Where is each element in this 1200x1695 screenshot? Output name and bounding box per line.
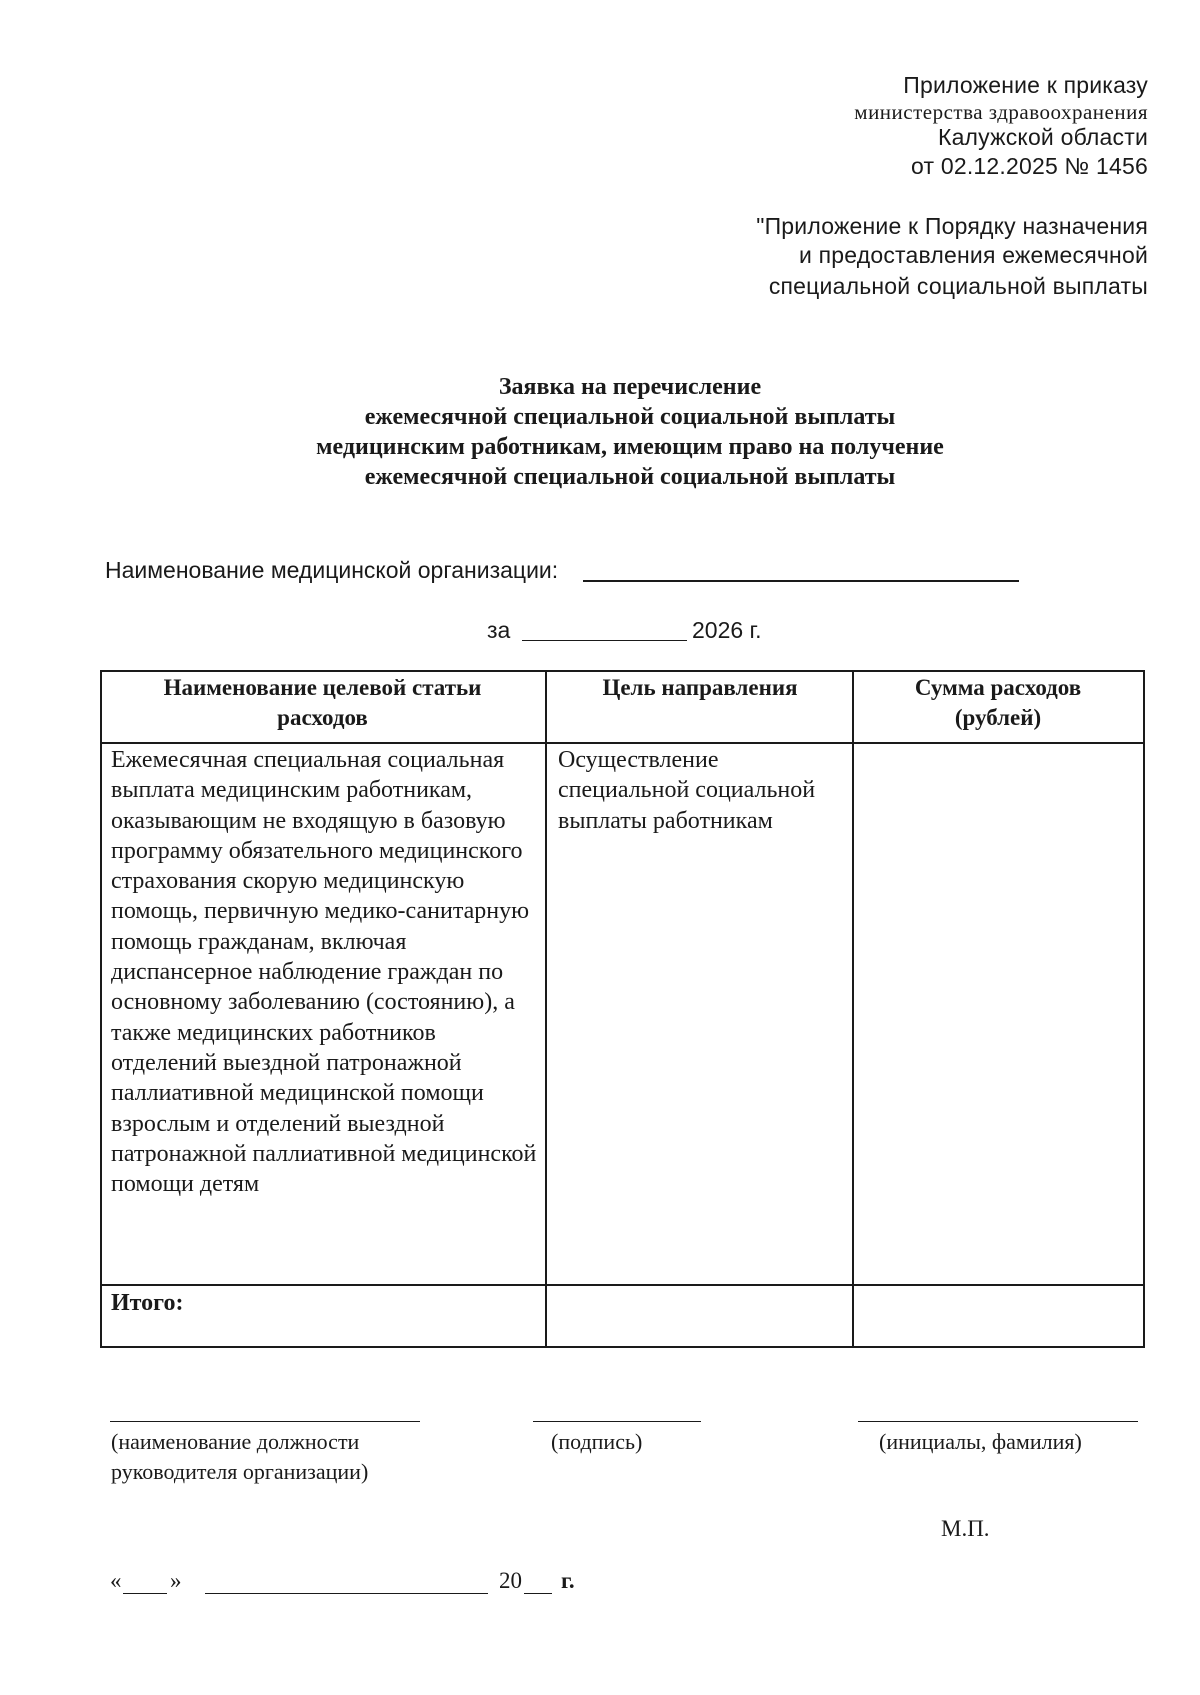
cell-amount[interactable] [862,745,1138,1275]
date-year-suffix: г. [561,1568,575,1593]
date-close-quote: » [170,1568,182,1593]
period-prefix: за [487,617,511,643]
date-day-field[interactable] [123,1593,167,1594]
position-caption: (наименование должности руководителя организации) [111,1429,369,1484]
org-name-label: Наименование медицинской организации: [105,557,559,583]
appendix-line-1: "Приложение к Порядку назначения [756,213,1148,239]
title-line-1: Заявка на перечисление [498,374,762,400]
total-purpose-cell [548,1287,850,1345]
table-border-bottom [100,1346,1145,1348]
table-border-right [1143,670,1145,1348]
order-line-2: министерства здравоохранения [854,100,1148,124]
header-article: Наименование целевой статьи расходов [163,675,482,730]
total-amount-cell[interactable] [855,1287,1141,1345]
title-line-4: ежемесячной специальной социальной выплаты [364,464,896,490]
period-year: 2026 г. [692,617,762,643]
date-year-field[interactable] [524,1593,552,1594]
period-month-field[interactable] [522,640,687,641]
table-border-left [100,670,102,1348]
name-field[interactable] [858,1421,1138,1422]
date-month-field[interactable] [205,1593,488,1594]
name-caption: (инициалы, фамилия) [879,1429,1082,1454]
total-label: Итого: [111,1290,184,1316]
header-purpose: Цель направления [602,675,798,700]
table-col-divider-1 [545,670,547,1348]
org-name-field[interactable] [583,580,1019,582]
signature-caption: (подпись) [551,1429,643,1454]
cell-purpose: Осуществление специальной социальной выплаты работникам [558,747,816,834]
table-total-divider [100,1284,1145,1286]
cell-article: Ежемесячная специальная социальная выплата медицинским работникам, оказывающим не входящую в базовую программу обязательного медицинского страхования скорую медицинскую помощь, первичную медико-санитарную помощь гражданам, включая диспансерное наблюдение граждан по основному заболеванию (состоянию), а также медицинских работников отделений выездной патронажной паллиативной медицинской помощи взрослым и отделений выездной патронажной паллиативной медицинской помощи детям [111,747,537,1198]
table-col-divider-2 [852,670,854,1348]
stamp-placeholder: М.П. [941,1516,990,1541]
title-line-2: ежемесячной специальной социальной выплаты [364,404,896,430]
position-field[interactable] [110,1421,420,1422]
appendix-line-3: специальной социальной выплаты [768,273,1148,299]
order-line-3: Калужской области [937,124,1148,150]
order-line-1: Приложение к приказу [903,72,1148,98]
table-border-top [100,670,1145,672]
signature-field[interactable] [533,1421,701,1422]
appendix-line-2: и предоставления ежемесячной [798,242,1148,268]
header-amount: Сумма расходов (рублей) [914,675,1082,730]
date-year-prefix: 20 [499,1568,522,1593]
order-line-4: от 02.12.2025 № 1456 [911,153,1148,179]
table-header-divider [100,742,1145,744]
title-line-3: медицинским работникам, имеющим право на получение [316,434,944,460]
date-open-quote: « [110,1568,122,1593]
